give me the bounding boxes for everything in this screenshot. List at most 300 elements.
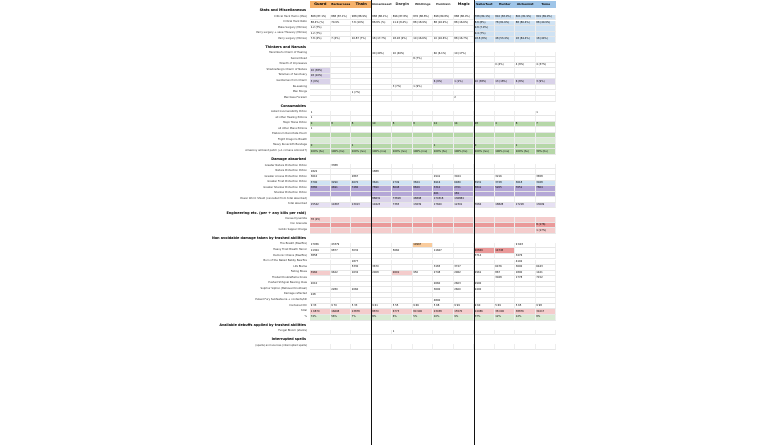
table-cell[interactable]: 4192 <box>515 260 536 266</box>
table-cell[interactable]: 8% <box>372 315 393 321</box>
table-cell[interactable]: 9 33 <box>310 304 331 310</box>
table-cell[interactable]: 3216 <box>495 175 516 181</box>
table-cell[interactable]: 19423 <box>372 203 393 209</box>
table-cell[interactable]: 3618 <box>515 181 536 187</box>
table-cell[interactable]: 6773 <box>392 309 413 315</box>
table-cell[interactable] <box>351 228 372 234</box>
table-cell[interactable]: 30% (hu) <box>536 149 557 155</box>
column-header[interactable]: Dargin <box>392 1 413 8</box>
table-cell[interactable]: 8 <box>515 122 536 128</box>
table-cell[interactable]: 7684 <box>474 203 495 209</box>
table-cell[interactable]: 28 <box>474 122 495 128</box>
table-cell[interactable]: 0 <box>474 144 495 150</box>
table-cell[interactable]: 10 (38%) <box>474 79 495 85</box>
table-cell[interactable]: 867 <box>495 271 516 277</box>
table-cell[interactable] <box>331 96 352 102</box>
table-cell[interactable]: 43379 <box>331 243 352 249</box>
table-cell[interactable]: 13913 <box>351 203 372 209</box>
table-cell[interactable]: 11.9 (8.4%) <box>392 21 413 27</box>
table-cell[interactable]: 11304 <box>310 248 331 254</box>
table-cell[interactable]: 8 <box>331 122 352 128</box>
table-cell[interactable]: 3790 <box>310 181 331 187</box>
table-cell[interactable]: 1 (1%) <box>454 79 475 85</box>
table-cell[interactable]: 1.2 (7%) <box>310 26 331 32</box>
table-cell[interactable]: 11867 <box>331 203 352 209</box>
table-cell[interactable]: 7 (4%) <box>331 37 352 43</box>
column-header[interactable]: Alchemist <box>516 2 534 6</box>
table-cell[interactable]: 17218 <box>515 203 536 209</box>
table-cell[interactable] <box>413 330 434 336</box>
table-cell[interactable]: 181 <box>454 192 475 198</box>
table-cell[interactable]: 1 <box>392 330 413 336</box>
table-cell[interactable]: 1 (17%) <box>536 228 557 234</box>
table-cell[interactable]: 3858 <box>310 254 331 260</box>
table-cell[interactable]: 9 99 <box>454 304 475 310</box>
table-cell[interactable]: 1 <box>310 127 331 133</box>
table-cell[interactable] <box>454 330 475 336</box>
table-cell[interactable]: 2701 <box>454 186 475 192</box>
table-cell[interactable] <box>392 228 413 234</box>
table-cell[interactable] <box>454 344 475 350</box>
table-cell[interactable]: 7 <box>536 122 557 128</box>
table-cell[interactable] <box>433 96 454 102</box>
table-cell[interactable] <box>433 228 454 234</box>
table-cell[interactable]: 2601 <box>392 271 413 277</box>
table-cell[interactable]: 88 (40.9%) <box>536 21 557 27</box>
table-cell[interactable] <box>413 228 434 234</box>
table-cell[interactable] <box>351 344 372 350</box>
table-cell[interactable] <box>515 228 536 234</box>
table-cell[interactable]: 810 (83.9%) <box>495 15 516 21</box>
table-cell[interactable]: 4691 <box>331 186 352 192</box>
table-cell[interactable]: 5 33 <box>351 304 372 310</box>
table-cell[interactable]: 12301 <box>454 203 475 209</box>
row-label: Make Surgery (Mimax) <box>277 25 307 29</box>
table-cell[interactable]: 100% (rvu) <box>495 149 516 155</box>
table-cell[interactable] <box>474 344 495 350</box>
table-cell[interactable] <box>331 330 352 336</box>
table-cell[interactable]: 78 (81.6%) <box>495 21 516 27</box>
table-cell[interactable] <box>515 344 536 350</box>
column-header[interactable]: Thain <box>351 1 372 8</box>
table-cell[interactable] <box>351 96 372 102</box>
table-cell[interactable]: 16608 <box>331 309 352 315</box>
table-cell[interactable]: 2400 <box>474 287 495 293</box>
table-cell[interactable]: 7.8 (4%) <box>310 37 331 43</box>
table-cell[interactable]: 1632 <box>351 271 372 277</box>
table-cell[interactable]: 100% (rvu) <box>351 149 372 155</box>
table-cell[interactable] <box>372 344 393 350</box>
table-cell[interactable]: 10 (16.6%) <box>433 37 454 43</box>
table-cell[interactable]: 5 69 <box>495 304 516 310</box>
table-cell[interactable]: 9 603 <box>515 243 536 249</box>
table-cell[interactable]: 876 (88.8%) <box>413 15 434 21</box>
table-cell[interactable]: 0 <box>310 144 331 150</box>
table-cell[interactable]: 18 (44%) <box>536 37 557 43</box>
table-cell[interactable]: 1890 <box>515 271 536 277</box>
table-cell[interactable]: 8.8 (8%) <box>474 21 495 27</box>
table-cell[interactable]: 3960 <box>310 271 331 277</box>
table-cell[interactable]: 3841 <box>474 186 495 192</box>
table-cell[interactable]: 0 <box>310 122 331 128</box>
table-cell[interactable]: 3 (9%) <box>310 79 331 85</box>
table-cell[interactable]: 100% (rvu) <box>392 149 413 155</box>
table-cell[interactable]: 3028 <box>536 181 557 187</box>
row-label: Man Bongs <box>292 90 307 94</box>
table-cell[interactable] <box>392 96 413 102</box>
table-cell[interactable]: 88 (80.4%) <box>515 21 536 27</box>
table-cell[interactable]: 5 68 <box>433 304 454 310</box>
table-cell[interactable]: 8 (7%) <box>413 57 434 63</box>
table-cell[interactable]: 1 <box>351 144 372 150</box>
table-cell[interactable]: 2660 <box>433 282 454 288</box>
table-cell[interactable]: 1 <box>515 144 536 150</box>
table-cell[interactable]: 18 (10%) <box>310 74 331 80</box>
table-cell[interactable]: 100% (hu) <box>310 149 331 155</box>
table-cell[interactable]: 8 <box>413 122 434 128</box>
table-cell[interactable]: 88 (16.7%) <box>454 37 475 43</box>
column-header[interactable]: Barbarossa <box>331 2 351 6</box>
table-cell[interactable]: 0 (4%) <box>495 63 516 69</box>
table-cell[interactable]: 88 (16.6%) <box>454 21 475 27</box>
table-cell[interactable]: 100% (rvu) <box>413 149 434 155</box>
table-cell[interactable]: 3610 <box>310 175 331 181</box>
table-cell[interactable]: 9622 <box>331 271 352 277</box>
table-cell[interactable]: 10.87 (7%) <box>351 37 372 43</box>
table-cell[interactable]: 74% <box>310 315 331 321</box>
table-cell[interactable]: 6% <box>392 315 413 321</box>
table-cell[interactable]: 5330 <box>351 265 372 271</box>
table-cell[interactable]: 3476 <box>515 254 536 260</box>
table-cell[interactable]: 100% (rvu) <box>372 149 393 155</box>
table-cell[interactable]: 48 (53.4%) <box>495 37 516 43</box>
table-cell[interactable]: 9 60 <box>474 304 495 310</box>
table-cell[interactable] <box>474 330 495 336</box>
table-cell[interactable]: 11607 <box>433 248 454 254</box>
table-cell[interactable] <box>454 228 475 234</box>
table-cell[interactable]: 3 (9%) <box>536 79 557 85</box>
table-cell[interactable] <box>331 344 352 350</box>
column-header[interactable]: Guard <box>310 1 331 8</box>
table-cell[interactable]: 10 (40%) <box>392 52 413 58</box>
table-cell[interactable]: 801 (89.9%) <box>536 15 557 21</box>
table-cell[interactable]: 10 (38%) <box>310 68 331 74</box>
row-label: Power Word: Shield (cancelled from total absorbed) <box>240 196 307 200</box>
table-cell[interactable] <box>495 330 516 336</box>
row-label: Merciless Foraiam <box>283 95 307 99</box>
table-cell[interactable]: 7890 <box>372 186 393 192</box>
table-cell[interactable] <box>331 228 352 234</box>
table-cell[interactable]: 3024 <box>454 175 475 181</box>
table-cell[interactable]: 3600 <box>433 287 454 293</box>
table-cell[interactable]: 3880 <box>310 186 331 192</box>
table-cell[interactable]: 9.8 (7.9%) <box>474 26 495 32</box>
table-cell[interactable]: 10% <box>433 315 454 321</box>
table-cell[interactable]: 7651 <box>515 186 536 192</box>
table-cell[interactable]: 14 <box>454 122 475 128</box>
table-cell[interactable]: 0.4 (7%) <box>474 32 495 38</box>
table-cell[interactable]: 78 (25) <box>310 217 331 223</box>
table-cell[interactable] <box>310 228 331 234</box>
table-cell[interactable]: 70.9% <box>331 21 352 27</box>
table-cell[interactable]: 1 <box>310 111 331 117</box>
table-cell[interactable]: 56% <box>331 315 352 321</box>
table-cell[interactable]: 100% (rvu) <box>474 149 495 155</box>
table-cell[interactable]: 6443 <box>536 265 557 271</box>
table-cell[interactable]: 88.4% (%) <box>310 21 331 27</box>
table-cell[interactable]: 5660 <box>392 248 413 254</box>
table-cell[interactable] <box>310 96 331 102</box>
table-cell[interactable]: 6916 <box>433 181 454 187</box>
row-label: Goblin Sapper Charge <box>278 227 307 231</box>
table-cell[interactable]: 23038 <box>433 309 454 315</box>
column-header[interactable]: Tome <box>536 1 557 8</box>
table-cell[interactable]: 2600 <box>454 287 475 293</box>
table-cell[interactable]: 2867 <box>351 175 372 181</box>
table-cell[interactable]: 13639 <box>413 203 434 209</box>
table-cell[interactable] <box>474 228 495 234</box>
table-cell[interactable]: 788 (84.1%) <box>474 15 495 21</box>
table-cell[interactable]: 3310 <box>433 186 454 192</box>
table-cell[interactable]: 4 (8%) <box>515 63 536 69</box>
table-cell[interactable]: 8 <box>351 122 372 128</box>
table-cell[interactable]: 15542 <box>310 203 331 209</box>
table-cell[interactable]: 6476 <box>495 265 516 271</box>
table-cell[interactable]: 18828 <box>495 203 516 209</box>
table-cell[interactable] <box>392 344 413 350</box>
table-cell[interactable] <box>495 228 516 234</box>
table-cell[interactable]: 88631 <box>372 197 393 203</box>
table-cell[interactable]: 3727 <box>454 265 475 271</box>
table-cell[interactable]: 17056 <box>310 243 331 249</box>
table-cell[interactable]: 15570 <box>454 309 475 315</box>
table-cell[interactable]: 14 <box>433 122 454 128</box>
table-cell[interactable] <box>495 344 516 350</box>
column-header[interactable]: Huldrain <box>433 1 454 8</box>
column-header[interactable]: Hunter <box>495 1 516 8</box>
table-cell[interactable]: 2748 <box>433 271 454 277</box>
table-cell[interactable]: 3183 <box>433 265 454 271</box>
table-cell[interactable]: 7% <box>351 315 372 321</box>
table-cell[interactable]: 9 61 <box>372 304 393 310</box>
table-cell[interactable]: 2900 <box>474 282 495 288</box>
table-cell[interactable] <box>310 330 331 336</box>
table-cell[interactable]: 60 (6.1%) <box>433 52 454 58</box>
table-cell[interactable]: 5205 <box>495 186 516 192</box>
table-cell[interactable]: 6 (9%) <box>433 79 454 85</box>
table-cell[interactable]: 14745 <box>495 248 516 254</box>
table-cell[interactable]: 73818 <box>392 197 413 203</box>
table-cell[interactable]: 40 (40%) <box>372 52 393 58</box>
table-cell[interactable]: 801 (81.9%) <box>515 15 536 21</box>
table-cell[interactable]: 20849 <box>474 248 495 254</box>
table-cell[interactable]: 100% (hu) <box>331 149 352 155</box>
table-cell[interactable]: 1 (7%) <box>351 91 372 97</box>
table-cell[interactable]: 888 (87.1%) <box>331 15 352 21</box>
table-cell[interactable]: 2603 <box>454 282 475 288</box>
table-cell[interactable]: 4 (37%) <box>536 63 557 69</box>
table-cell[interactable] <box>372 228 393 234</box>
table-cell[interactable]: 1421 <box>536 271 557 277</box>
table-cell[interactable]: 2060 <box>351 287 372 293</box>
table-cell[interactable]: 100% (hu) <box>515 149 536 155</box>
table-cell[interactable]: 4800 <box>433 298 454 304</box>
table-cell[interactable]: 1888 <box>372 169 393 175</box>
column-header[interactable]: Magic <box>454 1 475 8</box>
table-cell[interactable] <box>515 96 536 102</box>
table-cell[interactable]: 896 (87.8%) <box>392 15 413 21</box>
table-cell[interactable]: 7804 <box>536 186 557 192</box>
column-header[interactable]: Aimankaast <box>371 2 392 6</box>
table-cell[interactable]: 2 <box>454 96 475 102</box>
table-cell[interactable]: 38 000 <box>495 309 516 315</box>
table-cell[interactable]: 3714 <box>474 254 495 260</box>
table-cell[interactable]: 8 (176) <box>536 223 557 229</box>
table-cell[interactable]: 4670 <box>351 181 372 187</box>
table-cell[interactable]: 1.2 (7%) <box>310 32 331 38</box>
table-cell[interactable]: 88 (18.9%) <box>413 21 434 27</box>
table-cell[interactable] <box>495 96 516 102</box>
table-cell[interactable]: 248 <box>310 293 331 299</box>
column-header[interactable]: Wildlings <box>413 1 434 8</box>
column-group-divider <box>371 0 372 445</box>
table-cell[interactable]: 9877 <box>331 248 352 254</box>
table-cell[interactable]: 1822 <box>310 169 331 175</box>
table-cell[interactable]: 8870 <box>372 309 393 315</box>
table-cell[interactable]: 18 (17.7%) <box>372 37 393 43</box>
table-cell[interactable]: 48898 <box>413 197 434 203</box>
table-cell[interactable] <box>515 330 536 336</box>
table-cell[interactable]: 2961 <box>474 271 495 277</box>
table-cell[interactable] <box>413 344 434 350</box>
table-cell[interactable]: 88.8% (%) <box>372 21 393 27</box>
table-cell[interactable]: 2908 <box>372 271 393 277</box>
table-cell[interactable] <box>474 96 495 102</box>
table-cell[interactable]: 12% <box>495 315 516 321</box>
row-label: Harambel's Charm of Healing <box>268 51 307 55</box>
table-cell[interactable]: 888 (88.0%) <box>454 15 475 21</box>
table-cell[interactable]: 3388 <box>331 164 352 170</box>
table-cell[interactable]: 7383 <box>392 203 413 209</box>
table-cell[interactable]: 6480 <box>454 181 475 187</box>
table-cell[interactable] <box>536 96 557 102</box>
table-cell[interactable] <box>536 330 557 336</box>
table-cell[interactable]: 1 6870 <box>310 309 331 315</box>
table-cell[interactable]: 19967 <box>413 243 434 249</box>
column-header[interactable]: Sailorfeet <box>475 2 493 6</box>
table-cell[interactable]: 38876 <box>515 309 536 315</box>
table-cell[interactable]: 13009 <box>536 203 557 209</box>
table-cell[interactable]: 1778 <box>515 276 536 282</box>
table-cell[interactable]: 18.8 (8%) <box>474 37 495 43</box>
table-cell[interactable]: 3290 <box>331 181 352 187</box>
table-cell[interactable] <box>413 96 434 102</box>
table-cell[interactable]: 8648 <box>392 186 413 192</box>
table-cell[interactable]: 37% <box>474 315 495 321</box>
table-cell[interactable]: 7.8 (10%) <box>351 21 372 27</box>
table-cell[interactable]: 3028 <box>495 276 516 282</box>
table-cell[interactable]: 2010 <box>310 282 331 288</box>
table-cell[interactable]: 8829 <box>413 186 434 192</box>
table-cell[interactable]: 10 (17%) <box>454 52 475 58</box>
table-cell[interactable]: 18.18 (9%) <box>392 37 413 43</box>
table-cell[interactable]: 7152 <box>536 276 557 282</box>
table-cell[interactable]: 17600 <box>433 203 454 209</box>
table-cell[interactable]: 31017 <box>536 309 557 315</box>
table-cell[interactable] <box>433 344 454 350</box>
table-cell[interactable]: 12% <box>515 315 536 321</box>
table-cell[interactable]: 5 65 <box>515 304 536 310</box>
table-cell[interactable] <box>310 344 331 350</box>
table-cell[interactable]: 13 (18%) <box>495 79 516 85</box>
table-cell[interactable]: 9 70 <box>331 304 352 310</box>
table-cell[interactable]: 1 <box>433 144 454 150</box>
table-cell[interactable]: 1 <box>536 111 557 117</box>
table-cell[interactable]: 136884 <box>454 197 475 203</box>
table-cell[interactable]: 950 <box>413 271 434 277</box>
table-cell[interactable]: 80 900 <box>413 309 434 315</box>
table-cell[interactable]: 3621 <box>372 181 393 187</box>
table-cell[interactable]: 88 (16.9%) <box>433 21 454 27</box>
table-cell[interactable]: 461 <box>433 192 454 198</box>
table-cell[interactable]: 3824 <box>413 181 434 187</box>
table-cell[interactable]: 8 <box>392 122 413 128</box>
table-cell[interactable]: 3600 <box>515 265 536 271</box>
table-cell[interactable]: 888 (88.1%) <box>372 15 393 21</box>
table-cell[interactable]: 8% <box>536 315 557 321</box>
table-cell[interactable]: 3670 <box>372 265 393 271</box>
table-cell[interactable]: 868 (87.1%) <box>310 15 331 21</box>
table-cell[interactable]: 4 <box>495 122 516 128</box>
table-cell[interactable]: 2749 <box>392 181 413 187</box>
table-cell[interactable]: 10 (16.6%) <box>413 37 434 43</box>
table-cell[interactable]: 5 55 <box>392 304 413 310</box>
table-cell[interactable]: 9% <box>454 315 475 321</box>
table-cell[interactable]: 100% (hu) <box>454 149 475 155</box>
table-cell[interactable]: 24086 <box>474 309 495 315</box>
table-cell[interactable]: 1 (9%) <box>413 85 434 91</box>
table-cell[interactable]: 2941 <box>433 175 454 181</box>
table-cell[interactable]: 898 (89.8%) <box>433 15 454 21</box>
table-cell[interactable]: 1877 <box>351 260 372 266</box>
table-cell[interactable]: 7480 <box>351 186 372 192</box>
table-cell[interactable] <box>372 96 393 102</box>
table-cell[interactable] <box>433 330 454 336</box>
table-cell[interactable]: 2280 <box>331 287 352 293</box>
table-cell[interactable]: 3658 <box>536 175 557 181</box>
section-title: Damage absorbed <box>271 157 306 162</box>
table-cell[interactable]: 13878 <box>351 309 372 315</box>
table-cell[interactable]: 3032 <box>351 248 372 254</box>
table-cell[interactable]: 5% <box>413 315 434 321</box>
table-cell[interactable]: 3 (7%) <box>392 85 413 91</box>
table-cell[interactable]: 170318 <box>433 197 454 203</box>
table-cell[interactable]: 9 66 <box>413 304 434 310</box>
table-cell[interactable] <box>536 344 557 350</box>
table-cell[interactable]: 18 (84.4%) <box>515 37 536 43</box>
table-cell[interactable] <box>351 330 372 336</box>
table-cell[interactable] <box>372 330 393 336</box>
table-cell[interactable]: 6 (8%) <box>515 79 536 85</box>
table-cell[interactable]: 3728 <box>495 181 516 187</box>
table-cell[interactable]: 3931 <box>474 181 495 187</box>
table-cell[interactable]: 1 <box>310 116 331 122</box>
table-cell[interactable]: 988 (88.9%) <box>351 15 372 21</box>
table-cell[interactable]: 10 <box>372 122 393 128</box>
table-cell[interactable]: 9 98 <box>536 304 557 310</box>
table-cell[interactable]: 100% (hu) <box>433 149 454 155</box>
table-cell[interactable]: 2962 <box>454 271 475 277</box>
